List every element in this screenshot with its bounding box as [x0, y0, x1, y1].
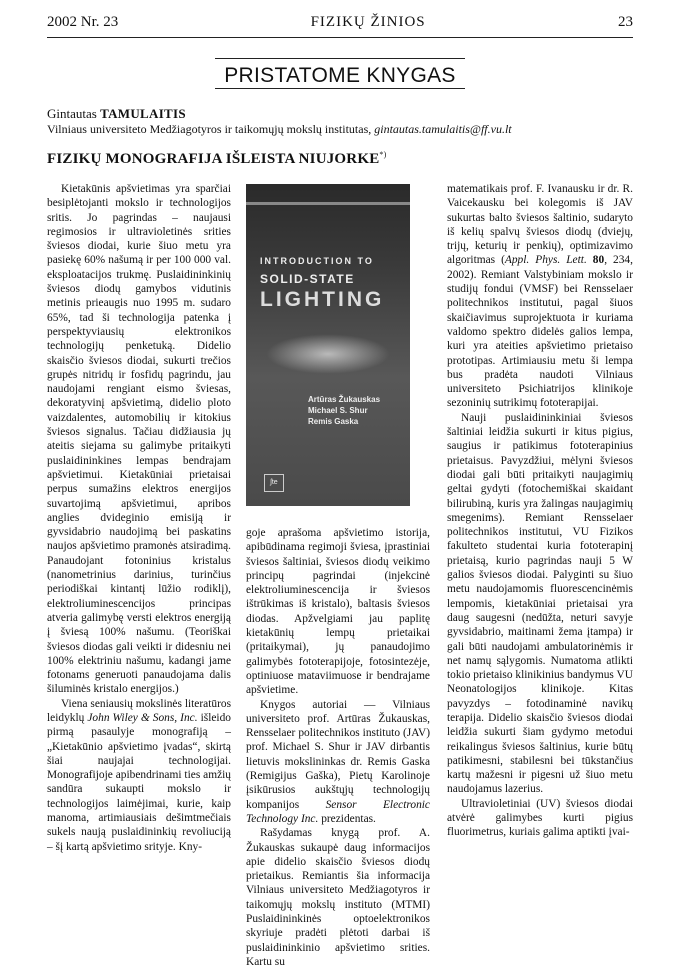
author-email[interactable]: gintautas.tamulaitis@ff.vu.lt	[374, 122, 512, 136]
author-first-name: Gintautas	[47, 106, 97, 121]
page-header	[47, 14, 633, 32]
page-number: 23	[617, 14, 633, 30]
journal-citation: Appl. Phys. Lett.	[504, 254, 587, 267]
paragraph: Rašydamas knygą prof. A. Žukauskas sukaupė daug informacijos apie didelio skaisčio šviesos diodų prietaikus. Remiantis šia informacija Vilniaus universiteto Medžiagotyros ir taikomųjų mokslų instituto (MTMI) Puslaidininkinės optoelektronikos skyriuje pradėti plėtoti darbai iš puslaidininkinio apšvietimo srities. Kartu su	[246, 827, 430, 968]
cover-title-line2: SOLID-STATE	[260, 272, 355, 286]
paragraph: Knygos autoriai — Vilniaus universiteto prof. Artūras Žukauskas, Rensselaer politechnikos instituto (JAV) prof. Michael S. Shur ir JAV dirbantis lietuvis mokslininkas dr. Remis Gaska (Remigijus Gaška), Pietų Karolinoje įsikūrusios aukštųjų technologijų kompanijos Sensor Electronic Technology Inc. prezidentas.	[246, 698, 430, 825]
publisher-logo-icon: ʃte	[264, 474, 284, 492]
text-column-3	[447, 182, 633, 840]
section-title: PRISTATOME KNYGAS	[224, 64, 456, 87]
paragraph: Nauji puslaidininkiniai šviesos šaltiniai leidžia sukurti ir kitus pigius, saugius ir patikimus fototerapinius prietaisus. Pavyzdžiui, mėlyni šviesos diodai gali būti pritaikyti naujagimių geltai gydyti (fotochemiškai skaidant bilirubiną, kuris yra žalingas naujagimių smegenims). Remiant Rensselaer politechnikos institutui, VU Fizikos fakulteto studentai kuria fototerapinį prietaisą, kurio pagrindas nauji 5 W galios šviesos diodai. Palyginti su šiuo metu naudojamomis fluorescencinėmis lempomis, kietakūniai prietaisai yra daug saugesni (nedūžta, neturi savyje gyvsidabrio, maitinami žema įtampa) ir gali būti naudojami ambulatorinėmis ir net namų sąlygomis. Numatoma atlikti tokio prietaiso klinikinius bandymus VU Neonatologijos klinikoje. Kitas pavyzdys – fotodinaminė navikų terapija. Didelio skaisčio šviesos diodai leidžia sukurti šiam gydymo metodui reikalingus šviesos šaltinius, kurie būtų patikimesni, stabilesni bei tūkstančius kartų mažesni ir pigesni už šiuo metu naudojamus lazerius.	[447, 411, 633, 796]
article-title	[47, 150, 386, 168]
journal-title: FIZIKŲ ŽINIOS	[310, 14, 426, 30]
cover-title-line3: LIGHTING	[260, 288, 385, 311]
affiliation-text: Vilniaus universiteto Medžiagotyros ir taikomųjų mokslų institutas,	[47, 122, 375, 136]
cover-stripe	[246, 202, 410, 205]
issue-number: 2002 Nr. 23	[47, 14, 119, 30]
paragraph: matematikais prof. F. Ivanausku ir dr. R. Vaicekausku bei kolegomis iš JAV sukurtas balto šviesos šaltinio, sudaryto iš kelių spalvų šviesos diodų (dviejų, trijų, keturių ir penkių), optimizavimo algoritmas (Appl. Phys. Lett. 80, 234, 2002). Remiant Valstybiniam mokslo ir studijų fondui (VMSF) bei Rensselaer politechnikos institutui, pagal šiuos skaičiavimus suprojektuota ir kuriama valdomo spektro didelės galios lempa, kuri yra ateities apšvietimo prietaiso prototipas. Artimiausiu metu ši lempa bus pradėta naudoti Vilniaus universiteto Psichiatrijos klinikoje sezoninių sutrikimų fototerapijai.	[447, 183, 633, 410]
paragraph: Ultravioletiniai (UV) šviesos diodai atvėrė galimybes kurti pigius fluorimetrus, kuriais galima aptikti įvai-	[447, 797, 633, 839]
author-surname: TAMULAITIS	[100, 106, 186, 121]
paragraph: Kietakūnis apšvietimas yra sparčiai besiplėtojanti mokslo ir technologijos sritis. Jo pagrindas – naujausi regimosios ir ultravioletinės srities šviesos diodai, kurie šiuo metu yra pasiekę 60% našumą ir per 100 000 val. eksploatacijos trukmę. Puslaidininkinių šviesos diodų gamybos vidutinis metinis prieaugis nuo 1995 m. sudaro 65%, tad ši technologija patenka į perspektyviausių elektronikos technologijų penketuką. Didelio skaisčio šviesos diodai, sukurti trečios grupės nitridų ir fosfidų pagrindu, jau naudojami rengiant eismo šviesas, dekoratyvinį apšvietimą, didelio ploto vaizdalentes, automobilių ir kitokius šviesos signalus. Tačiau didžiausia jų ateitis siejama su galimybe pritaikyti puslaidininkines lempas bendrajam apšvietimui. Kietakūniai prietaisai perpus sumažins elektros energijos suvartojimą apšvietimui, apribos anglies dvideginio emisiją ir gyvsidabrio naudojimą bei paskatins naujos apšvietimo pramonės atsiradimą. Panaudojant fotoninius kristalus (nanometrinius darinius, turinčius periodiškai kintantį lūžio rodiklį), elektroliuminescencijos principas atveria galimybę versti elektros energiją į šviesą 100% našumu. (Teoriškai šviesos diodas gali veikti ir didesniu nei 100% elektriniu našumu, kadangi jame fotonams generuoti panaudojama dalis šiluminės kristalo energijos.)	[47, 183, 231, 696]
paragraph: Viena seniausių mokslinės literatūros leidyklų John Wiley & Sons, Inc. išleido pirmą pasaulyje monografiją – „Kietakūnio apšvietimo įvadas“, skirtą šiai naujajai technologijai. Monografijoje apibendrinami ties amžių sandūra sukaupti mokslo ir technologijos laimėjimai, kurie, kaip manoma, artimiausiais dešimtmečiais sukels naują puslaidininkių revoliuciją – šį kartą apšvietimo srityje. Kny-	[47, 697, 231, 853]
author-name	[47, 106, 186, 122]
company-name: Sensor Electronic Technology Inc.	[246, 798, 430, 825]
cover-light-glow	[266, 334, 390, 374]
footnote-mark: *)	[379, 150, 387, 159]
publisher-name: John Wiley & Sons, Inc.	[87, 711, 198, 724]
article-title-text: FIZIKŲ MONOGRAFIJA IŠLEISTA NIUJORKE	[47, 151, 380, 167]
paragraph: goje aprašoma apšvietimo istorija, apibūdinama regimoji šviesa, įprastiniai šviesos šaltiniai, šviesos diodų veikimo principų pagrindai (injekcinė elektroliuminescencija ir šviesos ištrūkimas iš kristalo), baltasis šviesos diodas. Apžvelgiami jau paplitę kietakūnių lempų prietaikai (pritaikymai), jų panaudojimo galimybės fototerapijoje, fotosintezėje, optiniuose mataviimuose ir bendrajame apšvietime.	[246, 527, 430, 697]
cover-title-line1: INTRODUCTION TO	[260, 256, 374, 266]
book-cover-image	[246, 184, 410, 506]
text-column-1	[47, 182, 231, 854]
section-rule-bottom	[215, 88, 465, 89]
header-divider	[47, 37, 633, 38]
volume-number: 80	[586, 254, 605, 267]
text-column-2	[246, 526, 430, 969]
cover-authors: Artūras Žukauskas Michael S. Shur Remis Gaska	[308, 395, 381, 426]
section-rule-top	[215, 58, 465, 59]
author-affiliation	[47, 122, 647, 137]
